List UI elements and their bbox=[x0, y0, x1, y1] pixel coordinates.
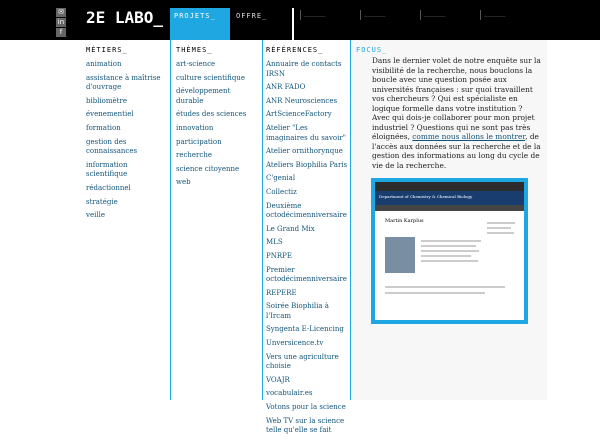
screenshot-text-line bbox=[421, 250, 479, 252]
themes-link[interactable]: web bbox=[176, 178, 191, 187]
references-heading: RÉFÉRENCES_ bbox=[266, 46, 324, 54]
metiers-link[interactable]: rédactionnel bbox=[86, 183, 131, 192]
metiers-column bbox=[86, 46, 166, 225]
focus-heading: FOCUS_ bbox=[356, 46, 388, 54]
screenshot-photo bbox=[385, 237, 415, 273]
screenshot-text-line bbox=[385, 292, 485, 294]
focus-screenshot[interactable] bbox=[371, 178, 528, 324]
screenshot-side-line bbox=[487, 227, 511, 229]
email-icon[interactable]: ✉ bbox=[56, 8, 66, 17]
references-link[interactable]: Ateliers Biophilia Paris bbox=[266, 160, 348, 169]
metiers-heading: MÉTIERS_ bbox=[86, 46, 128, 54]
references-link[interactable]: C'genial bbox=[266, 174, 296, 183]
references-link[interactable]: Premier octodécimenniversaire bbox=[266, 265, 347, 284]
focus-link[interactable]: comme nous allons le montrer bbox=[412, 132, 526, 141]
screenshot-text-line bbox=[421, 260, 478, 262]
screenshot-text-line bbox=[421, 255, 471, 257]
metiers-link[interactable]: animation bbox=[86, 60, 122, 68]
metiers-link[interactable]: stratégie bbox=[86, 197, 118, 206]
facebook-icon[interactable]: f bbox=[56, 28, 66, 37]
logo[interactable]: 2E LABO_ bbox=[86, 8, 164, 27]
nav-blank-4[interactable]: ______ bbox=[480, 10, 506, 20]
focus-text-body: Dans le dernier volet de notre enquête sur la visibilité de la recherche, nous bouclons la boucle avec une question posée aux universités françaises : sur quoi travaillent vos chercheurs ? Qui est spécialiste en logique formelle dans votre institution ? Avec qui dois-je collaborer pour mon projet industriel ? Questions qui ne sont pas très éloignées, bbox=[372, 56, 541, 141]
screenshot-header bbox=[375, 182, 524, 191]
metiers-link[interactable]: veille bbox=[86, 211, 105, 220]
references-link[interactable]: PNRPE bbox=[266, 251, 292, 260]
nav-blank-2[interactable]: ______ bbox=[360, 10, 386, 20]
references-link[interactable]: Deuxième octodécimenniversaire bbox=[266, 201, 347, 220]
metiers-link[interactable]: information scientifique bbox=[86, 160, 128, 179]
references-link[interactable]: Le Grand Mix bbox=[266, 224, 315, 233]
screenshot-side-line bbox=[487, 232, 514, 234]
top-bar bbox=[0, 0, 600, 40]
references-link[interactable]: Collectiz bbox=[266, 187, 297, 196]
screenshot-text-line bbox=[421, 245, 476, 247]
focus-text bbox=[372, 56, 542, 170]
themes-link[interactable]: culture scientifique bbox=[176, 73, 245, 82]
metiers-link[interactable]: formation bbox=[86, 123, 121, 132]
nav-offre[interactable]: OFFRE_ bbox=[232, 8, 290, 40]
references-link[interactable]: Web TV sur la science telle qu'elle se fait bbox=[266, 416, 345, 435]
screenshot-name: Martin Karplus bbox=[385, 218, 424, 224]
metiers-link[interactable]: assistance à maîtrise d'ouvrage bbox=[86, 73, 161, 92]
references-link[interactable]: ANR Neurosciences bbox=[266, 96, 338, 105]
references-link[interactable]: Annuaire de contacts IRSN bbox=[266, 60, 342, 78]
references-link[interactable]: VOAJR bbox=[266, 375, 290, 384]
themes-link[interactable]: science citoyenne bbox=[176, 164, 240, 173]
focus-text-tail: , de l'accès aux données sur la recherche et de la gestion des informations au long du cycle de vie de la recherche. bbox=[372, 132, 541, 170]
references-link[interactable]: REPERE bbox=[266, 288, 297, 297]
references-link[interactable]: MLS bbox=[266, 238, 283, 247]
references-link[interactable]: vocabulair.es bbox=[266, 389, 313, 398]
screenshot-text-line bbox=[421, 240, 481, 242]
metiers-link[interactable]: gestion des connaissances bbox=[86, 137, 138, 156]
metiers-link[interactable]: évenementiel bbox=[86, 110, 134, 119]
column-divider bbox=[170, 40, 171, 400]
nav-blank-1[interactable]: ______ bbox=[300, 10, 326, 20]
screenshot-banner: Department of Chemistry & Chemical Biology bbox=[375, 191, 524, 205]
screenshot-text-line bbox=[385, 286, 505, 288]
themes-link[interactable]: recherche bbox=[176, 151, 212, 160]
themes-heading: THÈMES_ bbox=[176, 46, 213, 54]
metiers-link[interactable]: bibliomètre bbox=[86, 96, 127, 105]
references-link[interactable]: Vers une agriculture choisie bbox=[266, 352, 339, 371]
references-link[interactable]: Unversicence.tv bbox=[266, 339, 324, 348]
references-link[interactable]: Atelier "Les imaginaires du savoir" bbox=[266, 123, 346, 142]
themes-column bbox=[176, 46, 258, 192]
screenshot-side-line bbox=[487, 222, 515, 224]
references-link[interactable]: ANR FADO bbox=[266, 83, 306, 92]
references-link[interactable]: ArtScienceFactory bbox=[266, 110, 332, 119]
themes-link[interactable]: art-science bbox=[176, 60, 216, 68]
nav-blank-3[interactable]: ______ bbox=[420, 10, 446, 20]
references-link[interactable]: Soirée Biophilia à l'Ircam bbox=[266, 302, 329, 320]
themes-link[interactable]: innovation bbox=[176, 123, 214, 132]
references-link[interactable]: Votons pour la science bbox=[266, 403, 346, 412]
references-list bbox=[266, 60, 348, 436]
column-divider bbox=[262, 40, 263, 400]
references-link[interactable]: Syngenta E-Licencing bbox=[266, 325, 344, 334]
social-links bbox=[56, 8, 66, 38]
column-divider bbox=[350, 40, 351, 400]
metiers-list bbox=[86, 60, 166, 221]
nav-projets[interactable]: PROJETS_ bbox=[170, 8, 230, 40]
themes-link[interactable]: participation bbox=[176, 137, 222, 146]
themes-link[interactable]: études des sciences bbox=[176, 110, 247, 119]
screenshot-nav bbox=[375, 205, 524, 211]
themes-link[interactable]: développement durable bbox=[176, 87, 231, 105]
screenshot-page bbox=[375, 182, 524, 320]
references-link[interactable]: Atelier ornithorynque bbox=[266, 147, 343, 156]
references-column bbox=[266, 46, 348, 440]
themes-list bbox=[176, 60, 258, 188]
nav-separator bbox=[292, 8, 294, 40]
linkedin-icon[interactable]: in bbox=[57, 18, 65, 26]
